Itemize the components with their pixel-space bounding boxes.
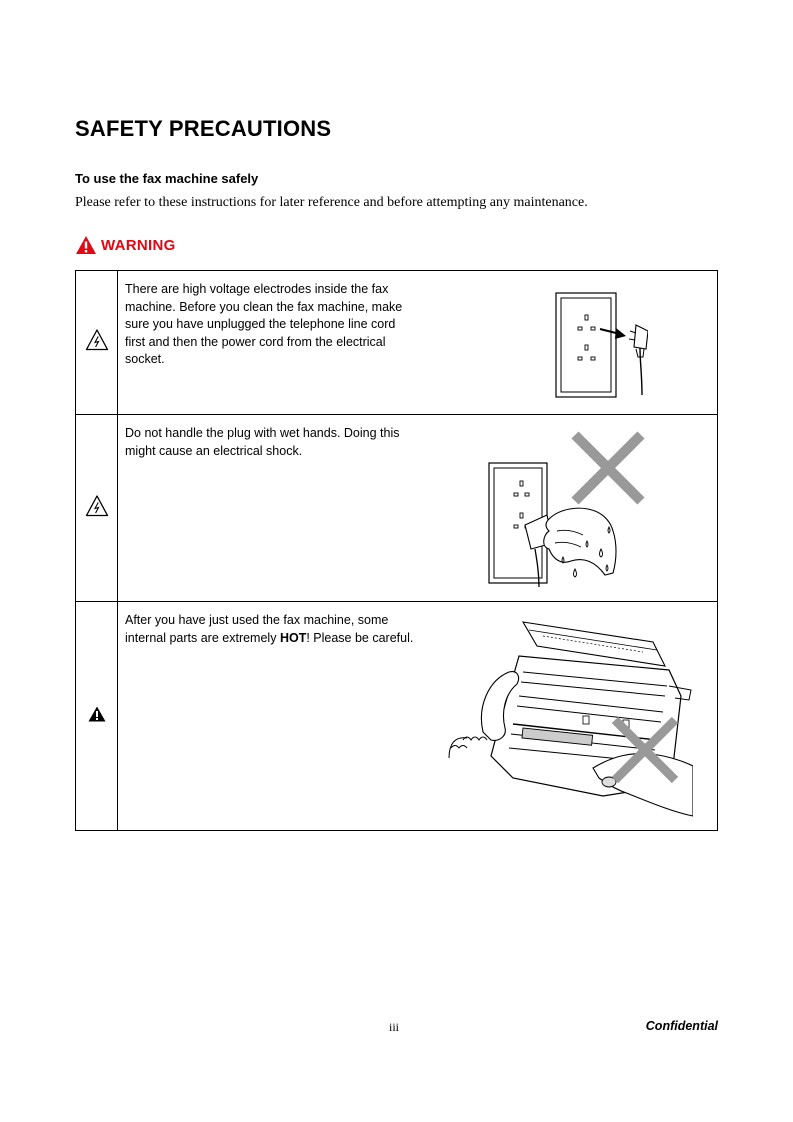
- warning-icon-cell: [76, 602, 118, 831]
- warning-label-text: WARNING: [101, 236, 176, 254]
- warning-row: [76, 415, 718, 602]
- warning-text: Do not handle the plug with wet hands. Doing this might cause an electrical shock.: [125, 426, 400, 458]
- warning-text: There are high voltage electrodes inside the fax machine. Before you clean the fax machine, make sure you have unplugged the telephone line cord first and then the power cord from the electrical socket.: [125, 282, 403, 366]
- warning-content-cell: [118, 415, 718, 602]
- confidential-label: Confidential: [645, 1019, 718, 1033]
- warning-text-start: After you have just used the fax machine, some internal parts are extremely: [125, 613, 389, 645]
- warning-row: [76, 271, 718, 415]
- warning-text-hot: HOT: [279, 630, 307, 645]
- page-title: SAFETY PRECAUTIONS: [75, 116, 332, 141]
- warning-triangle-icon: [75, 235, 97, 255]
- hot-parts-illustration: [443, 616, 693, 818]
- page-number: iii: [389, 1020, 400, 1034]
- warning-content-cell: [118, 602, 718, 831]
- warning-icon-cell: [76, 271, 118, 415]
- unplug-socket-illustration: [508, 287, 648, 399]
- high-voltage-icon: [85, 494, 109, 518]
- high-voltage-icon: [85, 328, 109, 352]
- warning-text-end: ! Please be careful.: [306, 630, 414, 645]
- warning-text: [125, 612, 415, 647]
- wet-hands-plug-illustration: [483, 431, 653, 591]
- intro-text: Please refer to these instructions for later reference and before attempting any maintenance.: [75, 195, 588, 210]
- warnings-table: [75, 270, 718, 831]
- warning-icon-cell: [76, 415, 118, 602]
- section-heading: To use the fax machine safely: [75, 171, 259, 186]
- warning-content-cell: [118, 271, 718, 415]
- caution-icon: [88, 706, 106, 722]
- warning-label: [75, 235, 176, 255]
- warning-row: [76, 602, 718, 831]
